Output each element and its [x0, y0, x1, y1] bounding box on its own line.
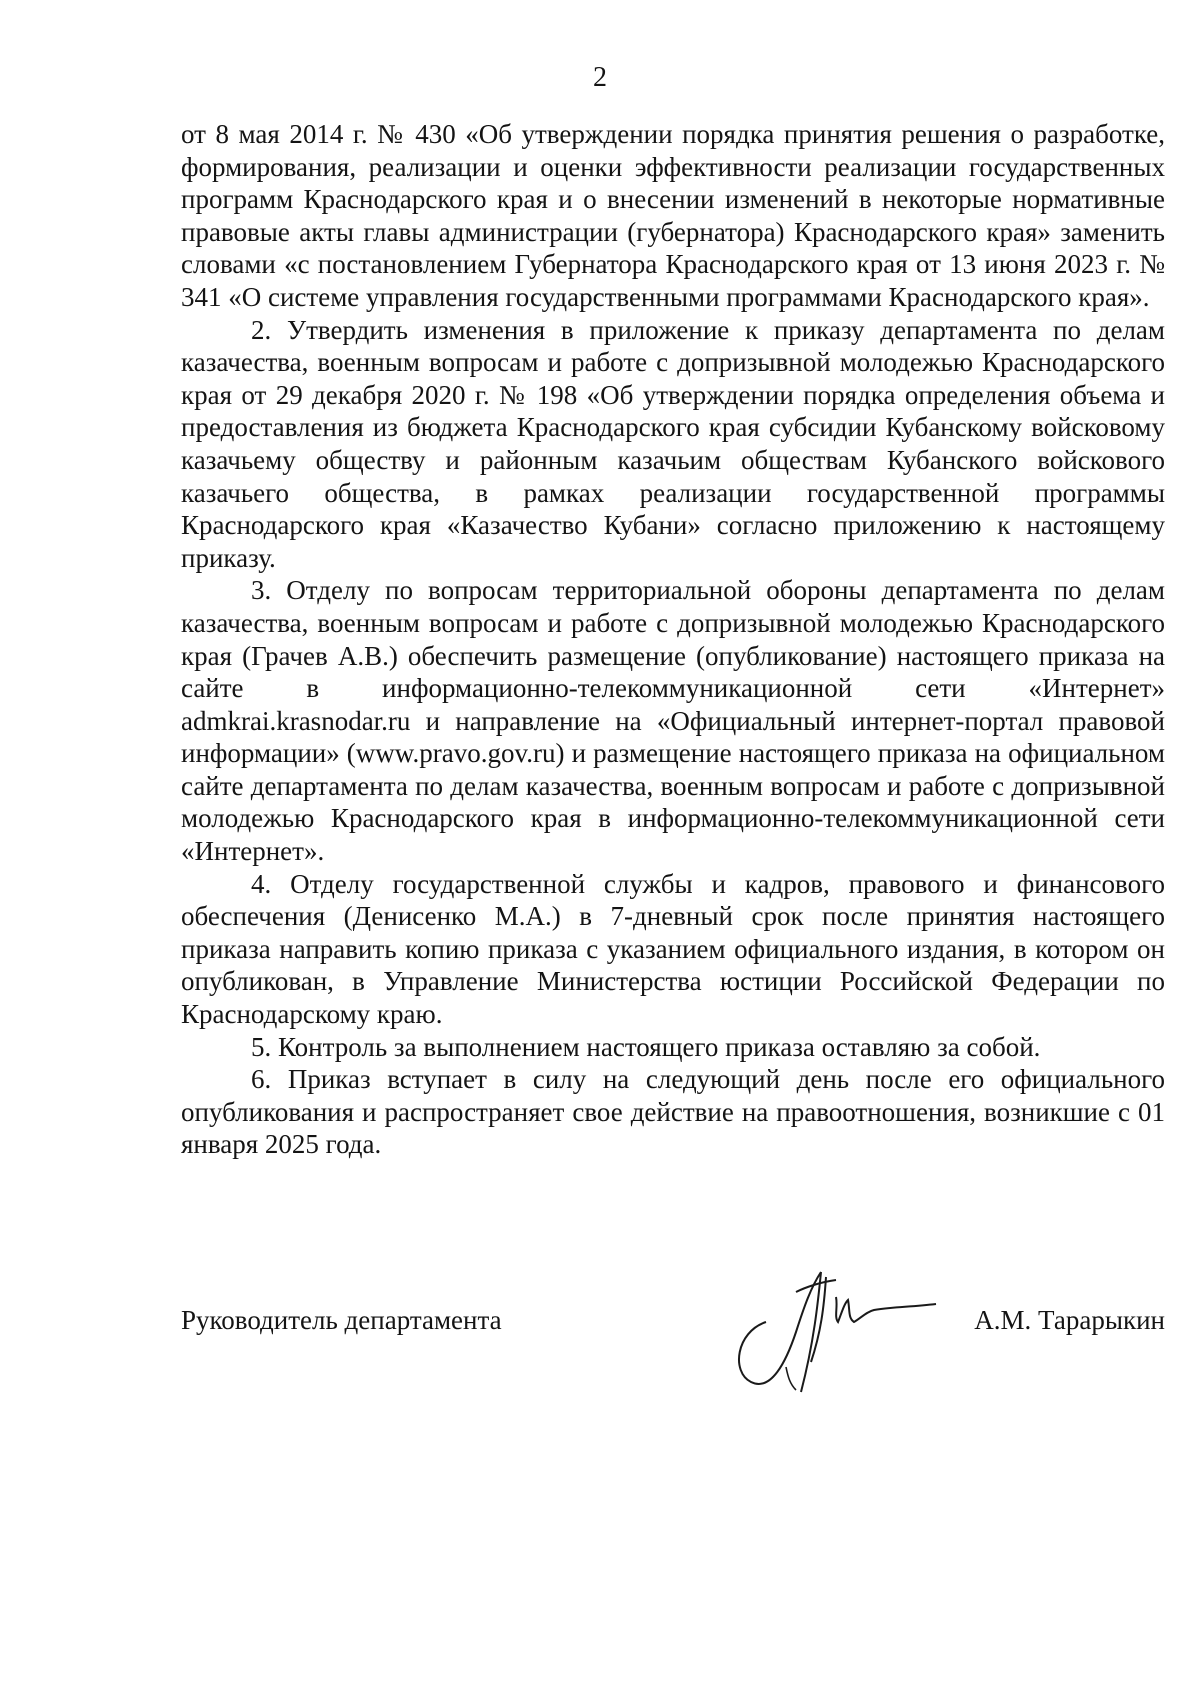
- handwritten-signature: [726, 1252, 951, 1402]
- paragraph-item-4: 4. Отделу государственной службы и кадров, правового и финансового обеспечения (Денисенко М.А.) в 7-дневный срок после принятия настоящего приказа направить копию приказа с указанием официального издания, в котором он опубликован, в Управление Министерства юстиции Российской Федерации по Краснодарскому краю.: [181, 868, 1165, 1030]
- signature-block: [181, 1282, 1165, 1432]
- signatory-position: Руководитель департамента: [181, 1305, 502, 1335]
- page-number: 2: [593, 62, 607, 93]
- signatory-name: А.М. Тарарыкин: [974, 1305, 1165, 1335]
- document-body: [181, 118, 1165, 1161]
- paragraph-item-5: 5. Контроль за выполнением настоящего приказа оставляю за собой.: [251, 1031, 1041, 1062]
- paragraph-item-6: 6. Приказ вступает в силу на следующий день после его официального опубликования и распространяет свое действие на правоотношения, возникшие с 01 января 2025 года.: [181, 1064, 1165, 1160]
- paragraph-item-3: 3. Отделу по вопросам территориальной обороны департамента по делам казачества, военным вопросам и работе с допризывной молодежью Краснодарского края (Грачев А.В.) обеспечить размещение (опубликование) настоящего приказа на сайте в информационно-телекоммуникационной сети «Интернет» admkrai.krasnodar.ru и направление на «Официальный интернет-портал правовой информации» (www.pravo.gov.ru) и размещение настоящего приказа на официальном сайте департамента по делам казачества, военным вопросам и работе с допризывной молодежью Краснодарского края в информационно-телекоммуникационной сети «Интернет».: [181, 575, 1165, 867]
- paragraph-item-2: 2. Утвердить изменения в приложение к приказу департамента по делам казачества, военным вопросам и работе с допризывной молодежью Краснодарского края от 29 декабря 2020 г. № 198 «Об утверждении порядка определения объема и предоставления из бюджета Краснодарского края субсидии Кубанскому войсковому казачьему обществу и районным казачьим обществам Кубанского войскового казачьего общества, в рамках реализации государственной программы Краснодарского края «Казачество Кубани» согласно приложению к настоящему приказу.: [181, 314, 1165, 573]
- paragraph-continuation: от 8 мая 2014 г. № 430 «Об утверждении порядка принятия решения о разработке, формирования, реализации и оценки эффективности реализации государственных программ Краснодарского края и о внесении изменений в некоторые нормативные правовые акты главы администрации (губернатора) Краснодарского края» заменить словами «с постановлением Губернатора Краснодарского края от 13 июня 2023 г. № 341 «О системе управления государственными программами Краснодарского края».: [181, 119, 1165, 312]
